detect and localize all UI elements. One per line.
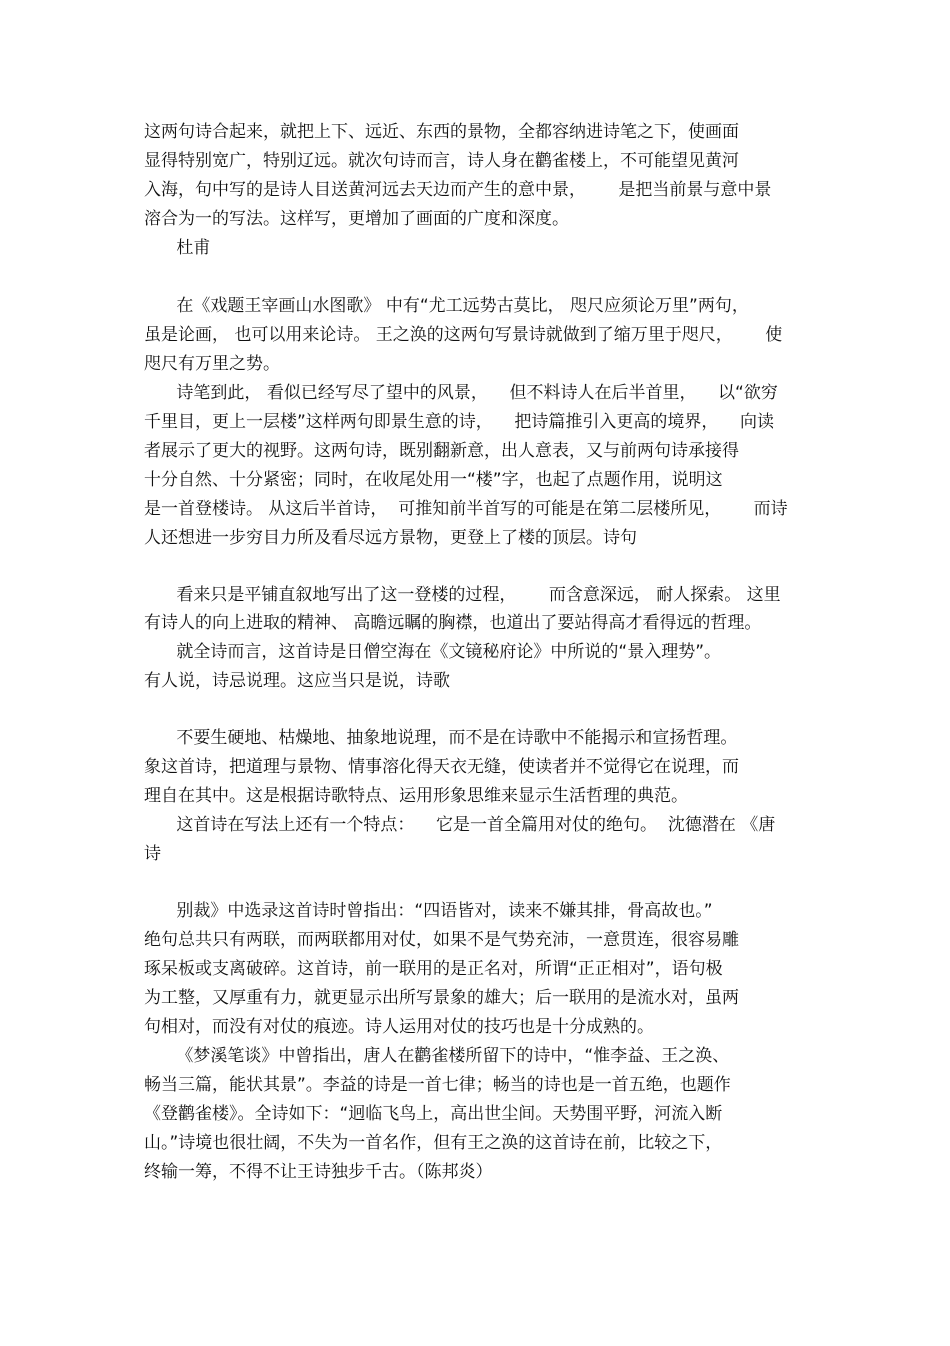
text-line: 琢呆板或支离破碎。这首诗，前一联用的是正名对，所谓“正正相对”，语句极: [144, 959, 723, 979]
text-line: 就全诗而言，这首诗是日僧空海在《文镜秘府论》中所说的“景入理势”。: [144, 642, 722, 662]
text-line: 《登鹳雀楼》。全诗如下：“迥临飞鸟上，高出世尘间。天势围平野，河流入断: [144, 1104, 723, 1124]
text-line: 虽是论画， 也可以用来论诗。 王之涣的这两句写景诗就做到了缩万里于咫尺， 使: [144, 325, 783, 345]
text-line: 人还想进一步穷目力所及看尽远方景物，更登上了楼的顶层。诗句: [144, 528, 637, 548]
text-line: 者展示了更大的视野。这两句诗，既别翻新意，出人意表，又与前两句诗承接得: [144, 441, 739, 461]
text-line: 这首诗在写法上还有一个特点： 它是一首全篇用对仗的绝句。 沈德潜在 《唐: [144, 815, 776, 835]
text-line: 在《戏题王宰画山水图歌》 中有“尤工远势古莫比， 咫尺应须论万里”两句，: [144, 296, 749, 316]
text-line: 别裁》中选录这首诗时曾指出：“四语皆对，读来不嫌其排，骨高故也。”: [144, 901, 713, 921]
text-line: 入海，句中写的是诗人目送黄河远去天边而产生的意中景， 是把当前景与意中景: [144, 180, 772, 200]
text-line: 有人说，诗忌说理。这应当只是说，诗歌: [144, 671, 450, 691]
text-line: 《梦溪笔谈》中曾指出，唐人在鹳雀楼所留下的诗中，“惟李益、王之涣、: [144, 1046, 730, 1066]
text-line: 不要生硬地、枯燥地、抽象地说理，而不是在诗歌中不能揭示和宣扬哲理。: [144, 728, 738, 748]
text-line: 绝句总共只有两联，而两联都用对仗，如果不是气势充沛，一意贯连，很容易雕: [144, 930, 739, 950]
text-line: 象这首诗，把道理与景物、情事溶化得天衣无缝，使读者并不觉得它在说理，而: [144, 757, 739, 777]
text-line: 显得特别宽广，特别辽远。就次句诗而言，诗人身在鹳雀楼上，不可能望见黄河: [144, 151, 739, 171]
text-line: 千里目，更上一层楼”这样两句即景生意的诗， 把诗篇推引入更高的境界， 向读: [144, 412, 775, 432]
text-line: 看来只是平铺直叙地写出了这一登楼的过程， 而含意深远， 耐人探索。 这里: [144, 585, 781, 605]
text-line: 诗: [144, 844, 161, 864]
text-line: 十分自然、十分紧密；同时，在收尾处用一“楼”字，也起了点题作用，说明这: [144, 470, 723, 490]
text-line: 这两句诗合起来，就把上下、远近、东西的景物，全都容纳进诗笔之下，使画面: [144, 122, 739, 142]
text-line: 山。”诗境也很壮阔，不失为一首名作，但有王之涣的这首诗在前，比较之下，: [144, 1133, 723, 1153]
text-line: 畅当三篇，能状其景”。李益的诗是一首七律；畅当的诗也是一首五绝，也题作: [144, 1075, 731, 1095]
text-line: 溶合为一的写法。这样写，更增加了画面的广度和深度。: [144, 209, 569, 229]
text-line: 终输一筹，不得不让王诗独步千古。（陈邦炎）: [144, 1162, 493, 1182]
text-line: 咫尺有万里之势。: [144, 354, 280, 374]
text-line: 诗笔到此， 看似已经写尽了望中的风景， 但不料诗人在后半首里， 以“欲穷: [144, 383, 778, 403]
text-line: 为工整，又厚重有力，就更显示出所写景象的雄大；后一联用的是流水对，虽两: [144, 988, 739, 1008]
text-line: 有诗人的向上进取的精神、 高瞻远瞩的胸襟，也道出了要站得高才看得远的哲理。: [144, 613, 762, 633]
text-line: 句相对，而没有对仗的痕迹。诗人运用对仗的技巧也是十分成熟的。: [144, 1017, 654, 1037]
text-line: 是一首登楼诗。 从这后半首诗， 可推知前半首写的可能是在第二层楼所见， 而诗: [144, 499, 788, 519]
text-line: 理自在其中。这是根据诗歌特点、运用形象思维来显示生活哲理的典范。: [144, 786, 688, 806]
text-line: 杜甫: [144, 238, 211, 258]
